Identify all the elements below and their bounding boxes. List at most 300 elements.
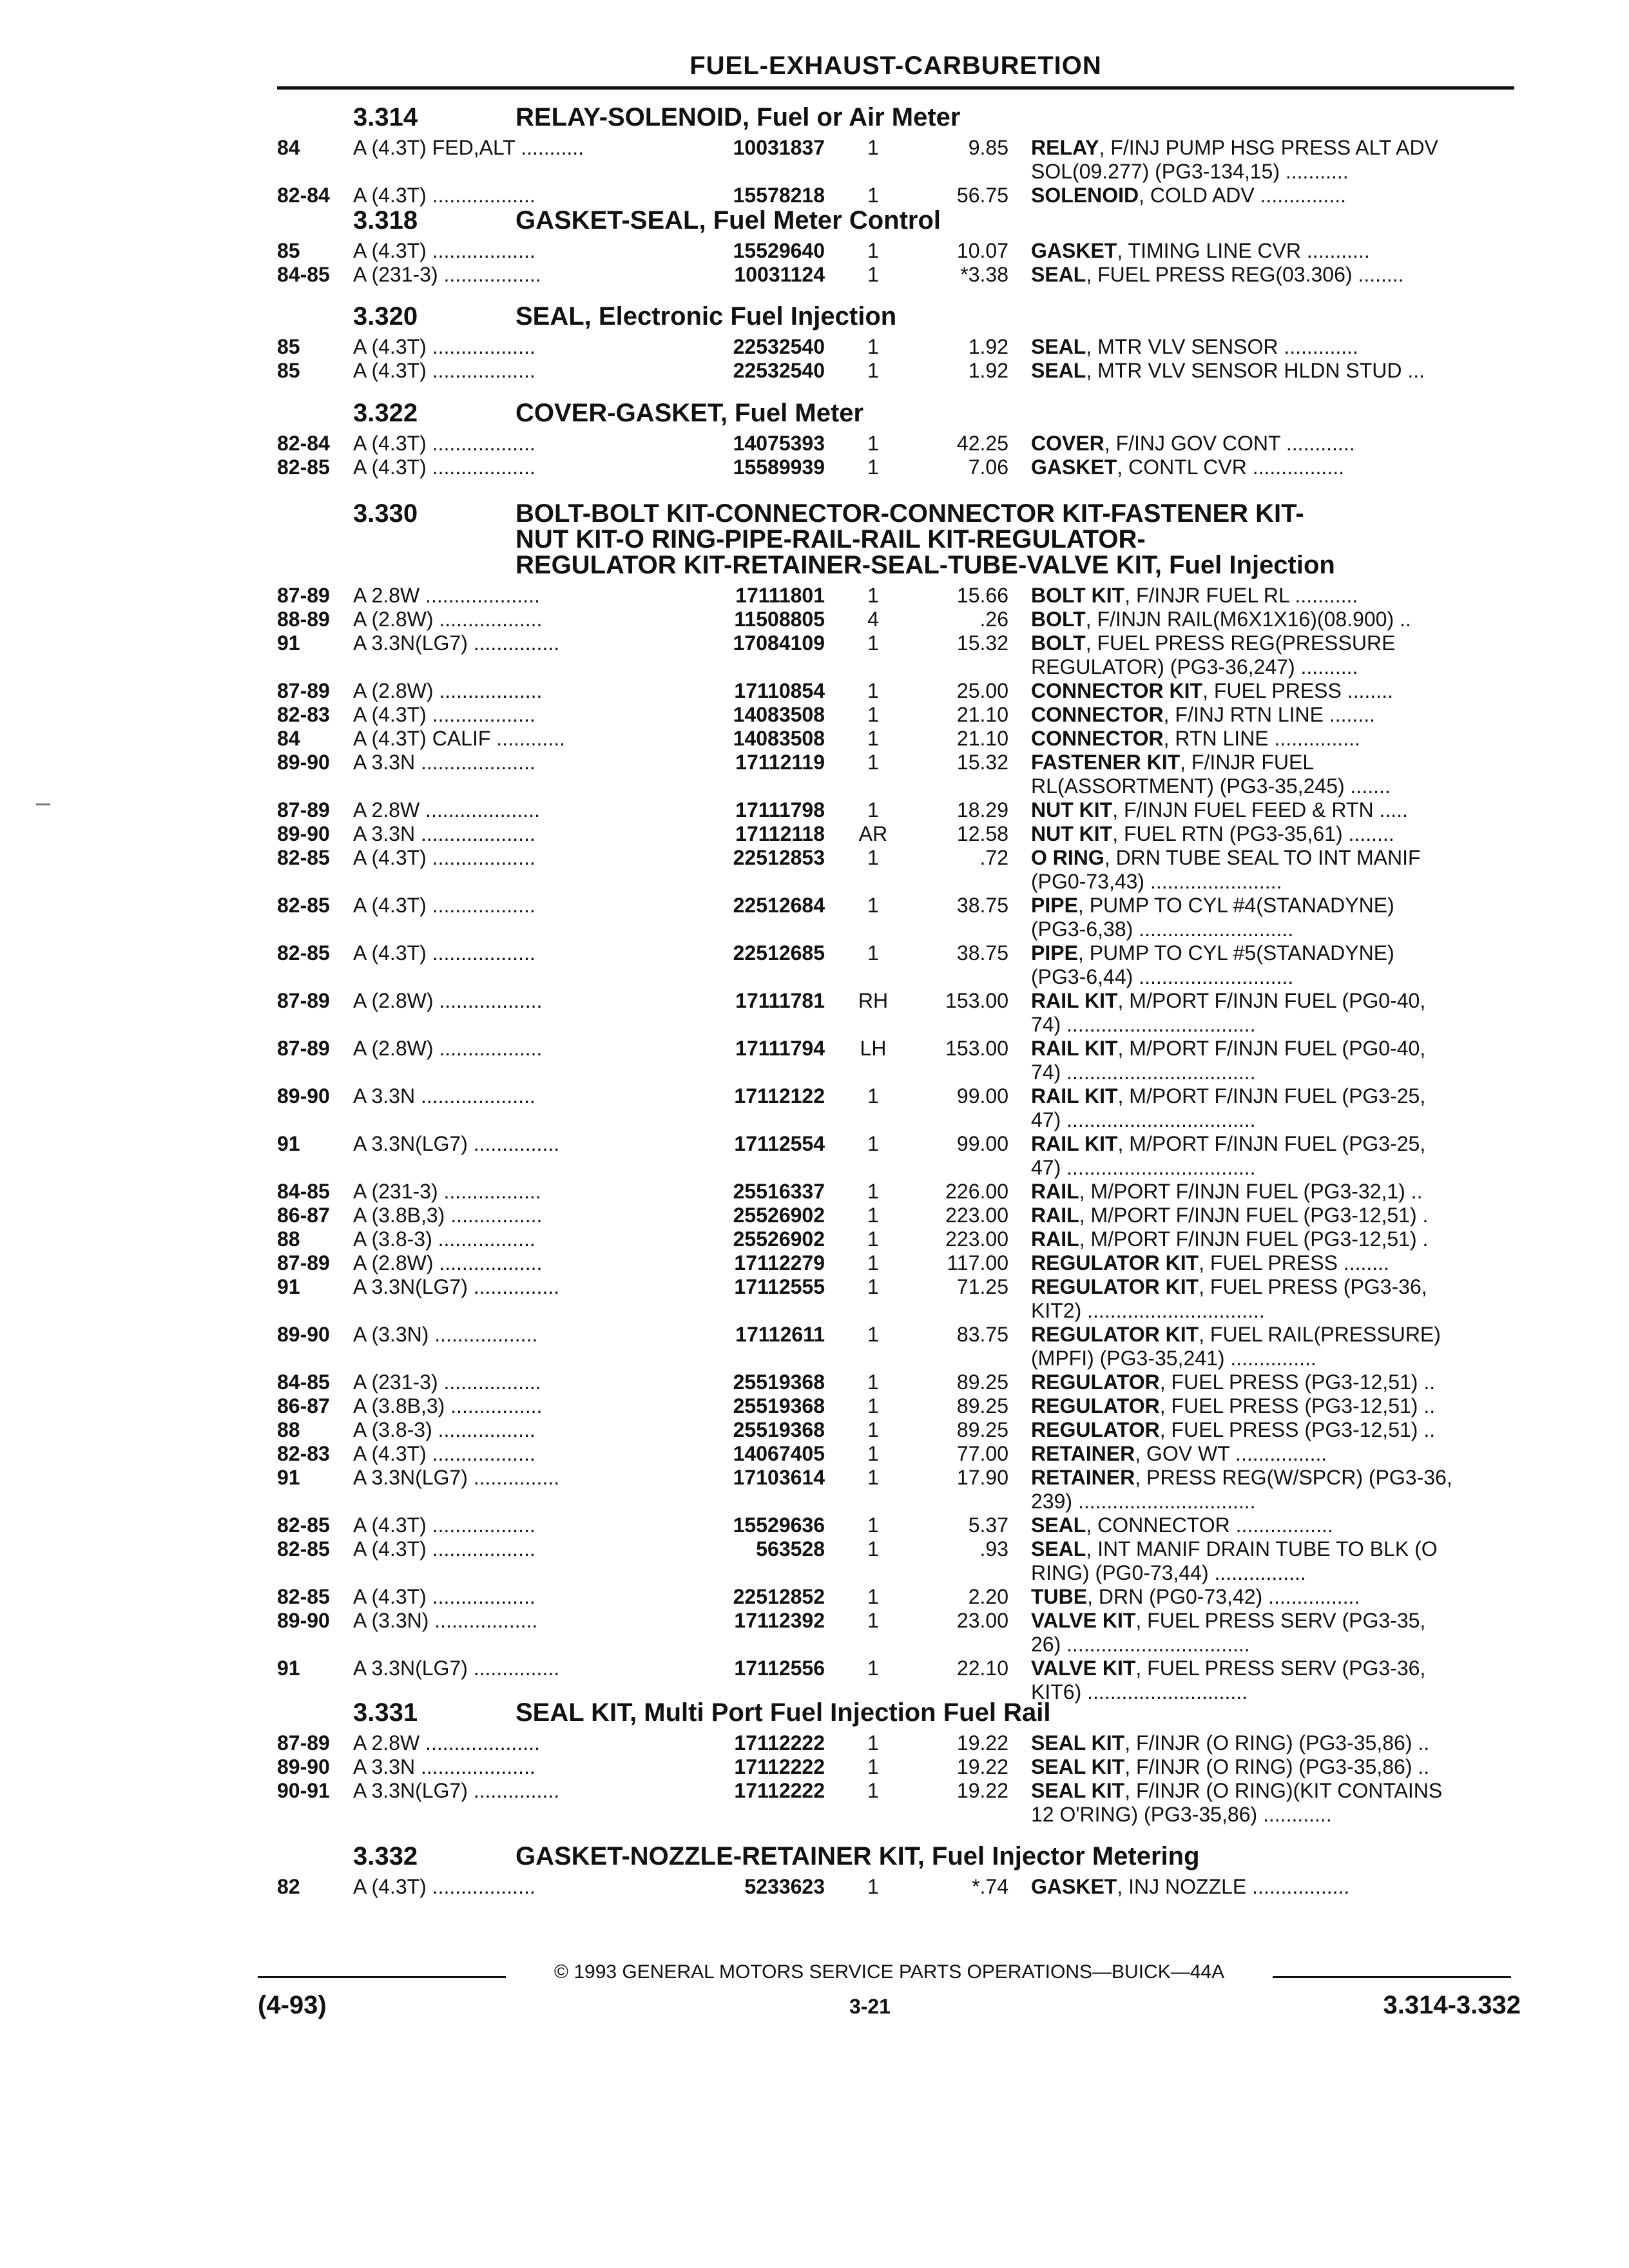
part-number: 15578218 xyxy=(733,184,825,207)
part-name: REGULATOR xyxy=(1031,1418,1160,1441)
model-year: 82-83 xyxy=(277,1442,330,1465)
part-number: 17112222 xyxy=(734,1779,825,1802)
model-year: 91 xyxy=(277,1275,300,1298)
description xyxy=(1031,1370,1514,1394)
application: A (4.3T) .................. xyxy=(353,1514,535,1537)
application: A 3.3N .................... xyxy=(353,822,535,845)
description-text: , M/PORT F/INJN FUEL (PG3-12,51) . xyxy=(1079,1204,1429,1227)
price: 56.75 xyxy=(956,184,1008,207)
description xyxy=(1031,608,1514,631)
description xyxy=(1031,822,1514,846)
part-number: 17112392 xyxy=(734,1609,825,1632)
description-line xyxy=(1031,989,1514,1013)
description-text: , DRN TUBE SEAL TO INT MANIF xyxy=(1104,846,1421,869)
section-title xyxy=(516,501,1514,578)
quantity: 1 xyxy=(867,456,879,479)
description-line xyxy=(1031,941,1514,965)
description xyxy=(1031,941,1514,989)
quantity: 1 xyxy=(867,1394,879,1418)
description-line xyxy=(1031,1537,1514,1561)
description xyxy=(1031,1323,1514,1370)
part-number: 11508805 xyxy=(734,608,825,631)
quantity: 1 xyxy=(867,1180,879,1203)
model-year: 82-85 xyxy=(277,1537,330,1561)
description-line xyxy=(1031,608,1514,631)
part-number: 22512684 xyxy=(733,894,825,917)
description-line xyxy=(1031,239,1514,263)
description-text: , COLD ADV ............... xyxy=(1139,184,1346,207)
quantity: 1 xyxy=(867,1084,879,1108)
quantity: 1 xyxy=(867,846,879,869)
price: 153.00 xyxy=(945,989,1008,1012)
quantity: 1 xyxy=(867,894,879,917)
description-line xyxy=(1031,655,1514,679)
part-name: BOLT xyxy=(1031,608,1086,631)
description-line xyxy=(1031,1037,1514,1061)
description-line xyxy=(1031,1108,1514,1132)
price: 71.25 xyxy=(956,1275,1008,1298)
part-name: SOLENOID xyxy=(1031,184,1139,207)
description-text: , PUMP TO CYL #4(STANADYNE) xyxy=(1077,894,1394,917)
price: 15.66 xyxy=(956,584,1008,607)
part-number: 17112279 xyxy=(734,1251,825,1274)
quantity: AR xyxy=(858,822,888,845)
section-title-line: GASKET-NOZZLE-RETAINER KIT, Fuel Injector Metering xyxy=(516,1842,1200,1870)
description xyxy=(1031,456,1514,479)
description xyxy=(1031,798,1514,822)
part-number: 25519368 xyxy=(733,1418,825,1441)
part-name: REGULATOR xyxy=(1031,1394,1160,1418)
part-number: 17112222 xyxy=(734,1731,825,1754)
price: .93 xyxy=(979,1537,1008,1561)
description-text: , FUEL RAIL(PRESSURE) xyxy=(1199,1323,1441,1346)
part-name: NUT KIT xyxy=(1031,822,1113,845)
description xyxy=(1031,703,1514,727)
part-number: 10031837 xyxy=(733,136,825,159)
description-line xyxy=(1031,456,1514,479)
description-line xyxy=(1031,359,1514,383)
description xyxy=(1031,1755,1514,1779)
application: A (2.8W) .................. xyxy=(353,1037,543,1060)
model-year: 88 xyxy=(277,1227,300,1251)
description-line xyxy=(1031,870,1514,894)
price: 21.10 xyxy=(956,703,1008,726)
part-number: 17111801 xyxy=(735,584,825,607)
description-text: (MPFI) (PG3-35,241) ............... xyxy=(1031,1347,1316,1370)
model-year: 87-89 xyxy=(277,584,330,607)
model-year: 88-89 xyxy=(277,608,330,631)
footer-copyright: © 1993 GENERAL MOTORS SERVICE PARTS OPERATIONS—BUICK—44A xyxy=(554,1961,1225,1983)
description xyxy=(1031,1779,1514,1827)
description-line xyxy=(1031,1061,1514,1084)
part-name: SEAL KIT xyxy=(1031,1731,1125,1754)
footer-date: (4-93) xyxy=(258,1991,327,2019)
description xyxy=(1031,1394,1514,1418)
quantity: 1 xyxy=(867,1875,879,1898)
part-name: RAIL xyxy=(1031,1180,1079,1203)
section-number: 3.314 xyxy=(353,103,418,131)
quantity: 1 xyxy=(867,335,879,358)
description-line xyxy=(1031,846,1514,870)
description-text: KIT2) ............................... xyxy=(1031,1299,1265,1322)
description xyxy=(1031,1514,1514,1537)
price: 9.85 xyxy=(968,136,1008,159)
description xyxy=(1031,263,1514,287)
price: 38.75 xyxy=(956,894,1008,917)
model-year: 85 xyxy=(277,335,300,358)
application: A 3.3N(LG7) ............... xyxy=(353,1275,560,1298)
description-line xyxy=(1031,703,1514,727)
description xyxy=(1031,184,1514,207)
description-line xyxy=(1031,1633,1514,1657)
description-line xyxy=(1031,1180,1514,1204)
part-number: 5233623 xyxy=(744,1875,825,1898)
description-text: 47) ................................. xyxy=(1031,1108,1256,1131)
description xyxy=(1031,1585,1514,1609)
description-text: (PG3-6,38) ........................... xyxy=(1031,918,1294,941)
description-text: , INJ NOZZLE ................. xyxy=(1117,1875,1350,1898)
price: 89.25 xyxy=(956,1394,1008,1418)
description-text: , CONTL CVR ................ xyxy=(1117,456,1344,479)
description-text: 26) ................................ xyxy=(1031,1633,1250,1656)
part-name: BOLT KIT xyxy=(1031,584,1125,607)
price: 23.00 xyxy=(956,1609,1008,1632)
price: 117.00 xyxy=(947,1251,1008,1274)
section-number: 3.320 xyxy=(353,302,418,331)
model-year: 82-83 xyxy=(277,703,330,726)
description-line xyxy=(1031,184,1514,207)
description-text: , F/INJN RAIL(M6X1X16)(08.900) .. xyxy=(1085,608,1411,631)
application: A (231-3) ................. xyxy=(353,1180,541,1203)
part-name: RAIL KIT xyxy=(1031,989,1118,1012)
footer-rule-left xyxy=(258,1976,506,1978)
description-line xyxy=(1031,1394,1514,1418)
description-text: 74) ................................. xyxy=(1031,1061,1256,1084)
description xyxy=(1031,1037,1514,1084)
quantity: 1 xyxy=(867,239,879,262)
application: A (3.8B,3) ................ xyxy=(353,1394,543,1418)
description-text: , F/INJN FUEL FEED & RTN ..... xyxy=(1112,798,1408,822)
application: A 2.8W .................... xyxy=(353,798,540,822)
quantity: 1 xyxy=(867,751,879,774)
part-name: RAIL KIT xyxy=(1031,1037,1118,1060)
quantity: 1 xyxy=(867,631,879,655)
part-number: 17112118 xyxy=(735,822,825,845)
description-line xyxy=(1031,1442,1514,1466)
model-year: 84 xyxy=(277,727,300,750)
part-name: REGULATOR KIT xyxy=(1031,1251,1199,1274)
model-year: 82-85 xyxy=(277,894,330,917)
part-number: 22532540 xyxy=(733,359,825,382)
section-title-line: SEAL, Electronic Fuel Injection xyxy=(516,302,897,331)
part-number: 17112555 xyxy=(734,1275,825,1298)
description xyxy=(1031,1657,1514,1704)
quantity: 1 xyxy=(867,1731,879,1754)
quantity: 1 xyxy=(867,359,879,382)
description-line xyxy=(1031,1156,1514,1180)
description-line xyxy=(1031,1466,1514,1490)
quantity: 1 xyxy=(867,1442,879,1465)
price: 223.00 xyxy=(945,1227,1008,1251)
model-year: 82 xyxy=(277,1875,300,1898)
model-year: 84-85 xyxy=(277,1180,330,1203)
section-number: 3.330 xyxy=(353,499,418,528)
model-year: 87-89 xyxy=(277,1251,330,1274)
part-number: 17111798 xyxy=(735,798,825,822)
application: A (4.3T) .................. xyxy=(353,184,535,207)
description-line xyxy=(1031,136,1514,160)
part-name: NUT KIT xyxy=(1031,798,1113,822)
part-number: 25516337 xyxy=(733,1180,825,1203)
quantity: 1 xyxy=(867,1323,879,1346)
description xyxy=(1031,584,1514,608)
quantity: 1 xyxy=(867,184,879,207)
model-year: 89-90 xyxy=(277,822,330,845)
application: A (4.3T) .................. xyxy=(353,432,535,455)
description-text: , F/INJR (O RING) (PG3-35,86) .. xyxy=(1124,1731,1430,1754)
description-text: , F/INJ GOV CONT ............ xyxy=(1104,432,1355,455)
quantity: 1 xyxy=(867,1466,879,1489)
description-text: 239) ............................... xyxy=(1031,1490,1256,1513)
part-name: SEAL KIT xyxy=(1031,1779,1125,1802)
description-line xyxy=(1031,727,1514,751)
page-header-title: FUEL-EXHAUST-CARBURETION xyxy=(689,52,1102,80)
description xyxy=(1031,335,1514,359)
part-number: 17112222 xyxy=(734,1755,825,1778)
model-year: 91 xyxy=(277,1466,300,1489)
description xyxy=(1031,1466,1514,1514)
description-line xyxy=(1031,160,1514,184)
description xyxy=(1031,1251,1514,1275)
part-number: 563528 xyxy=(756,1537,825,1561)
description xyxy=(1031,1132,1514,1180)
section-title-line: BOLT-BOLT KIT-CONNECTOR-CONNECTOR KIT-FASTENER KIT- xyxy=(516,499,1304,528)
description-text: RL(ASSORTMENT) (PG3-35,245) ....... xyxy=(1031,774,1391,798)
part-name: O RING xyxy=(1031,846,1104,869)
description-line xyxy=(1031,263,1514,287)
description-text: , M/PORT F/INJN FUEL (PG0-40, xyxy=(1117,989,1426,1012)
description-text: , FUEL PRESS (PG3-12,51) .. xyxy=(1159,1418,1436,1441)
application: A (2.8W) .................. xyxy=(353,1251,543,1274)
section-title-line: RELAY-SOLENOID, Fuel or Air Meter xyxy=(516,103,961,131)
application: A (4.3T) .................. xyxy=(353,846,535,869)
price: 89.25 xyxy=(956,1370,1008,1394)
quantity: 1 xyxy=(867,1251,879,1274)
application: A (4.3T) .................. xyxy=(353,335,535,358)
description-line xyxy=(1031,1084,1514,1108)
description-text: SOL(09.277) (PG3-134,15) ........... xyxy=(1031,160,1349,183)
part-number: 17110854 xyxy=(734,679,825,702)
price: 22.10 xyxy=(956,1657,1008,1680)
description-text: RING) (PG0-73,44) ................ xyxy=(1031,1561,1306,1584)
description xyxy=(1031,679,1514,703)
quantity: 1 xyxy=(867,1370,879,1394)
description-text: , RTN LINE ............... xyxy=(1163,727,1360,750)
application: A (4.3T) .................. xyxy=(353,239,535,262)
description-line xyxy=(1031,1803,1514,1827)
quantity: 1 xyxy=(867,1755,879,1778)
quantity: 1 xyxy=(867,1227,879,1251)
section-title xyxy=(516,400,1514,426)
quantity: 1 xyxy=(867,941,879,965)
description-line xyxy=(1031,774,1514,798)
model-year: 89-90 xyxy=(277,1084,330,1108)
description-text: (PG0-73,43) ....................... xyxy=(1031,870,1282,893)
description-text: , M/PORT F/INJN FUEL (PG0-40, xyxy=(1117,1037,1426,1060)
application: A (4.3T) CALIF ............ xyxy=(353,727,565,750)
description-text: , GOV WT ................ xyxy=(1135,1442,1327,1465)
price: 10.07 xyxy=(956,239,1008,262)
quantity: 1 xyxy=(867,1204,879,1227)
part-number: 17112556 xyxy=(734,1657,825,1680)
description-line xyxy=(1031,918,1514,941)
description-text: 47) ................................. xyxy=(1031,1156,1256,1179)
application: A (4.3T) .................. xyxy=(353,1537,535,1561)
section-title xyxy=(516,207,1514,233)
description-line xyxy=(1031,1323,1514,1347)
description xyxy=(1031,894,1514,941)
application: A (2.8W) .................. xyxy=(353,608,543,631)
part-number: 17112611 xyxy=(735,1323,825,1346)
application: A 3.3N(LG7) ............... xyxy=(353,1779,560,1802)
application: A 3.3N .................... xyxy=(353,751,535,774)
description-text: , FUEL PRESS SERV (PG3-35, xyxy=(1135,1609,1426,1632)
description-text: , F/INJR (O RING) (PG3-35,86) .. xyxy=(1124,1755,1430,1778)
description-line xyxy=(1031,1657,1514,1680)
part-name: VALVE KIT xyxy=(1031,1609,1136,1632)
description-text: , MTR VLV SENSOR HLDN STUD ... xyxy=(1086,359,1425,382)
description-text: , INT MANIF DRAIN TUBE TO BLK (O xyxy=(1086,1537,1438,1561)
model-year: 85 xyxy=(277,239,300,262)
description-line xyxy=(1031,1347,1514,1370)
application: A (3.3N) .................. xyxy=(353,1609,538,1632)
description xyxy=(1031,239,1514,263)
model-year: 88 xyxy=(277,1418,300,1441)
description xyxy=(1031,1275,1514,1323)
description-text: , DRN (PG0-73,42) ................ xyxy=(1087,1585,1360,1608)
description-text: (PG3-6,44) ........................... xyxy=(1031,965,1294,988)
part-number: 25519368 xyxy=(733,1394,825,1418)
part-name: SEAL xyxy=(1031,1514,1086,1537)
price: .26 xyxy=(979,608,1008,631)
quantity: 1 xyxy=(867,1779,879,1802)
quantity: 1 xyxy=(867,1609,879,1632)
part-name: SEAL xyxy=(1031,335,1086,358)
model-year: 91 xyxy=(277,1657,300,1680)
part-name: COVER xyxy=(1031,432,1104,455)
price: 42.25 xyxy=(956,432,1008,455)
description-text: , FUEL PRESS ........ xyxy=(1199,1251,1389,1274)
price: 7.06 xyxy=(968,456,1008,479)
model-year: 82-84 xyxy=(277,432,330,455)
section-title-line: COVER-GASKET, Fuel Meter xyxy=(516,399,864,427)
price: 15.32 xyxy=(956,751,1008,774)
model-year: 87-89 xyxy=(277,1731,330,1754)
model-year: 82-85 xyxy=(277,846,330,869)
part-name: RETAINER xyxy=(1031,1466,1135,1489)
model-year: 82-85 xyxy=(277,941,330,965)
description-line xyxy=(1031,1490,1514,1514)
model-year: 85 xyxy=(277,359,300,382)
price: 223.00 xyxy=(945,1204,1008,1227)
model-year: 90-91 xyxy=(277,1779,330,1802)
price: 1.92 xyxy=(968,359,1008,382)
footer-rule-right xyxy=(1273,1976,1511,1978)
section-title-line: REGULATOR KIT-RETAINER-SEAL-TUBE-VALVE KIT, Fuel Injection xyxy=(516,551,1335,579)
description xyxy=(1031,1204,1514,1227)
description-text: , FUEL PRESS (PG3-12,51) .. xyxy=(1159,1394,1436,1418)
description xyxy=(1031,846,1514,894)
description xyxy=(1031,359,1514,383)
description-text: , F/INJR (O RING)(KIT CONTAINS xyxy=(1124,1779,1443,1802)
description-line xyxy=(1031,1755,1514,1779)
quantity: LH xyxy=(860,1037,887,1060)
description-line xyxy=(1031,1275,1514,1299)
application: A (4.3T) .................. xyxy=(353,359,535,382)
price: 18.29 xyxy=(956,798,1008,822)
description-text: , F/INJR FUEL RL ........... xyxy=(1124,584,1358,607)
application: A (3.8-3) ................. xyxy=(353,1418,535,1441)
quantity: 1 xyxy=(867,1418,879,1441)
application: A 2.8W .................... xyxy=(353,584,540,607)
part-name: GASKET xyxy=(1031,456,1117,479)
price: 25.00 xyxy=(956,679,1008,702)
description-text: , F/INJR FUEL xyxy=(1180,751,1315,774)
quantity: 1 xyxy=(867,727,879,750)
model-year: 89-90 xyxy=(277,1755,330,1778)
part-number: 22512852 xyxy=(733,1585,825,1608)
application: A (2.8W) .................. xyxy=(353,989,543,1012)
part-name: PIPE xyxy=(1031,941,1078,965)
description-text: , PUMP TO CYL #5(STANADYNE) xyxy=(1077,941,1394,965)
price: 15.32 xyxy=(956,631,1008,655)
part-name: SEAL KIT xyxy=(1031,1755,1125,1778)
description xyxy=(1031,727,1514,751)
description-text: , CONNECTOR ................. xyxy=(1086,1514,1333,1537)
description-line xyxy=(1031,1204,1514,1227)
quantity: 1 xyxy=(867,1585,879,1608)
application: A 3.3N .................... xyxy=(353,1755,535,1778)
price: .72 xyxy=(979,846,1008,869)
description-line xyxy=(1031,798,1514,822)
part-number: 22512685 xyxy=(733,941,825,965)
part-number: 17103614 xyxy=(733,1466,825,1489)
section-title-line: SEAL KIT, Multi Port Fuel Injection Fuel Rail xyxy=(516,1698,1051,1727)
description-text: , FUEL PRESS ........ xyxy=(1202,679,1393,702)
model-year: 91 xyxy=(277,631,300,655)
part-number: 22532540 xyxy=(733,335,825,358)
description xyxy=(1031,631,1514,679)
description-text: , TIMING LINE CVR ........... xyxy=(1117,239,1370,262)
quantity: 1 xyxy=(867,703,879,726)
part-number: 15529640 xyxy=(733,239,825,262)
model-year: 82-85 xyxy=(277,1514,330,1537)
part-number: 15589939 xyxy=(733,456,825,479)
quantity: 1 xyxy=(867,1537,879,1561)
part-name: RETAINER xyxy=(1031,1442,1135,1465)
footer-section-range: 3.314-3.332 xyxy=(1383,1991,1521,2019)
application: A (4.3T) .................. xyxy=(353,894,535,917)
price: 19.22 xyxy=(956,1755,1008,1778)
part-number: 22512853 xyxy=(733,846,825,869)
application: A (231-3) ................. xyxy=(353,1370,541,1394)
price: 226.00 xyxy=(945,1180,1008,1203)
description xyxy=(1031,1084,1514,1132)
model-year: 87-89 xyxy=(277,798,330,822)
price: 1.92 xyxy=(968,335,1008,358)
description-line xyxy=(1031,631,1514,655)
section-title xyxy=(516,104,1514,130)
